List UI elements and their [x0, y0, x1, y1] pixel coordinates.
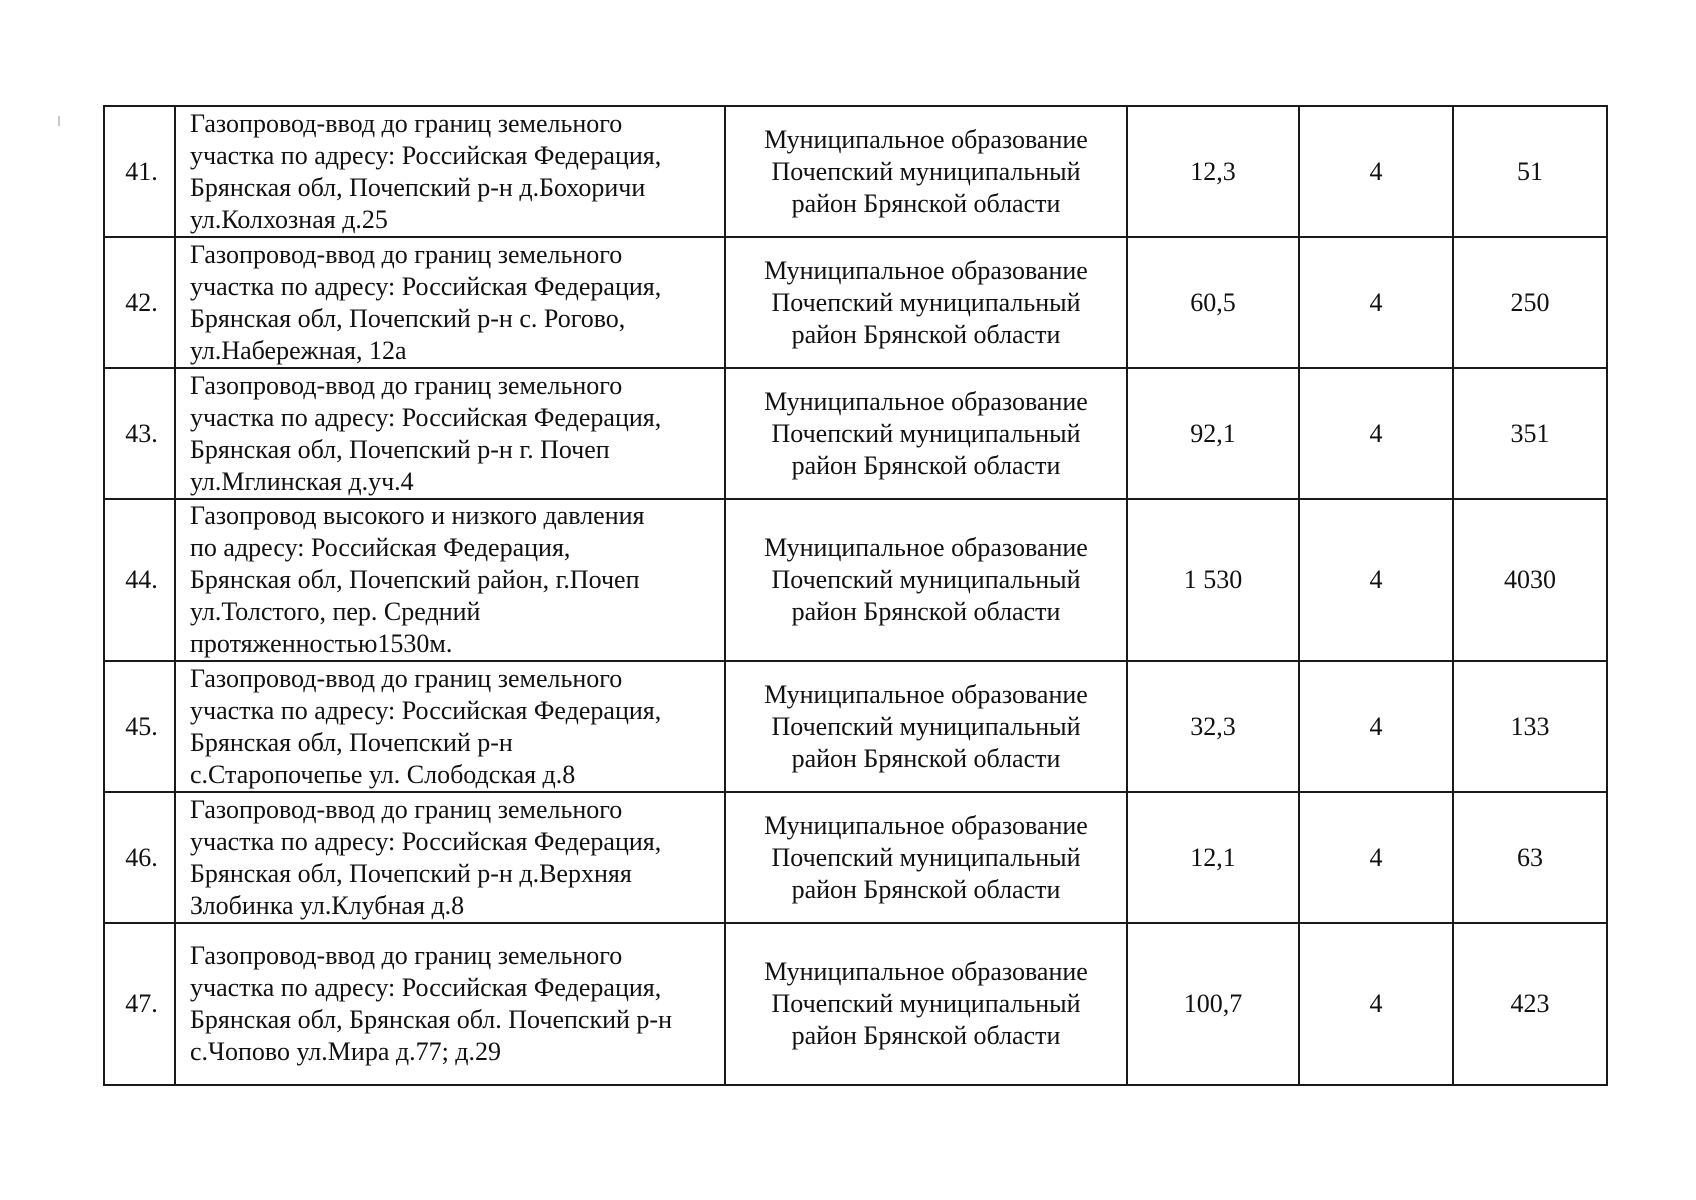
cost-value: 351 [1453, 368, 1607, 499]
category-value: 4 [1299, 368, 1453, 499]
cost-value: 133 [1453, 661, 1607, 792]
owner-name: Муниципальное образование Почепский муниципальный район Брянской области [725, 106, 1127, 237]
length-value: 12,1 [1127, 792, 1299, 923]
row-number: 47. [104, 923, 175, 1085]
length-value: 100,7 [1127, 923, 1299, 1085]
scan-mark [58, 116, 60, 126]
category-value: 4 [1299, 106, 1453, 237]
object-description: Газопровод-ввод до границ земельного участка по адресу: Российская Федерация, Брянская обл, Почепский р-н д.Верхняя Злобинка ул.Клубная д.8 [175, 792, 725, 923]
category-value: 4 [1299, 237, 1453, 368]
length-value: 92,1 [1127, 368, 1299, 499]
gas-pipeline-table [103, 105, 1608, 1086]
length-value: 1 530 [1127, 499, 1299, 661]
table-row [104, 237, 1607, 368]
category-value: 4 [1299, 923, 1453, 1085]
table-row [104, 923, 1607, 1085]
length-value: 60,5 [1127, 237, 1299, 368]
table-row [104, 368, 1607, 499]
table-row [104, 499, 1607, 661]
cost-value: 51 [1453, 106, 1607, 237]
row-number: 41. [104, 106, 175, 237]
object-description: Газопровод высокого и низкого давления по адресу: Российская Федерация, Брянская обл, Почепский район, г.Почеп ул.Толстого, пер. Средний протяженностью1530м. [175, 499, 725, 661]
table-row [104, 661, 1607, 792]
cost-value: 250 [1453, 237, 1607, 368]
cost-value: 4030 [1453, 499, 1607, 661]
length-value: 32,3 [1127, 661, 1299, 792]
row-number: 46. [104, 792, 175, 923]
row-number: 45. [104, 661, 175, 792]
category-value: 4 [1299, 661, 1453, 792]
object-description: Газопровод-ввод до границ земельного участка по адресу: Российская Федерация, Брянская обл, Почепский р-н с. Рогово, ул.Набережная, 12а [175, 237, 725, 368]
length-value: 12,3 [1127, 106, 1299, 237]
owner-name: Муниципальное образование Почепский муниципальный район Брянской области [725, 661, 1127, 792]
owner-name: Муниципальное образование Почепский муниципальный район Брянской области [725, 368, 1127, 499]
owner-name: Муниципальное образование Почепский муниципальный район Брянской области [725, 923, 1127, 1085]
row-number: 42. [104, 237, 175, 368]
object-description: Газопровод-ввод до границ земельного участка по адресу: Российская Федерация, Брянская обл, Почепский р-н г. Почеп ул.Мглинская д.уч.4 [175, 368, 725, 499]
cost-value: 63 [1453, 792, 1607, 923]
owner-name: Муниципальное образование Почепский муниципальный район Брянской области [725, 237, 1127, 368]
owner-name: Муниципальное образование Почепский муниципальный район Брянской области [725, 499, 1127, 661]
owner-name: Муниципальное образование Почепский муниципальный район Брянской области [725, 792, 1127, 923]
table-row [104, 106, 1607, 237]
object-description: Газопровод-ввод до границ земельного участка по адресу: Российская Федерация, Брянская обл, Почепский р-н д.Бохоричи ул.Колхозная д.25 [175, 106, 725, 237]
object-description: Газопровод-ввод до границ земельного участка по адресу: Российская Федерация, Брянская обл, Почепский р-н с.Старопочепье ул. Слободская д.8 [175, 661, 725, 792]
object-description: Газопровод-ввод до границ земельного участка по адресу: Российская Федерация, Брянская обл, Брянская обл. Почепский р-н с.Чопово ул.Мира д.77; д.29 [175, 923, 725, 1085]
row-number: 43. [104, 368, 175, 499]
category-value: 4 [1299, 499, 1453, 661]
table-row [104, 792, 1607, 923]
cost-value: 423 [1453, 923, 1607, 1085]
category-value: 4 [1299, 792, 1453, 923]
row-number: 44. [104, 499, 175, 661]
